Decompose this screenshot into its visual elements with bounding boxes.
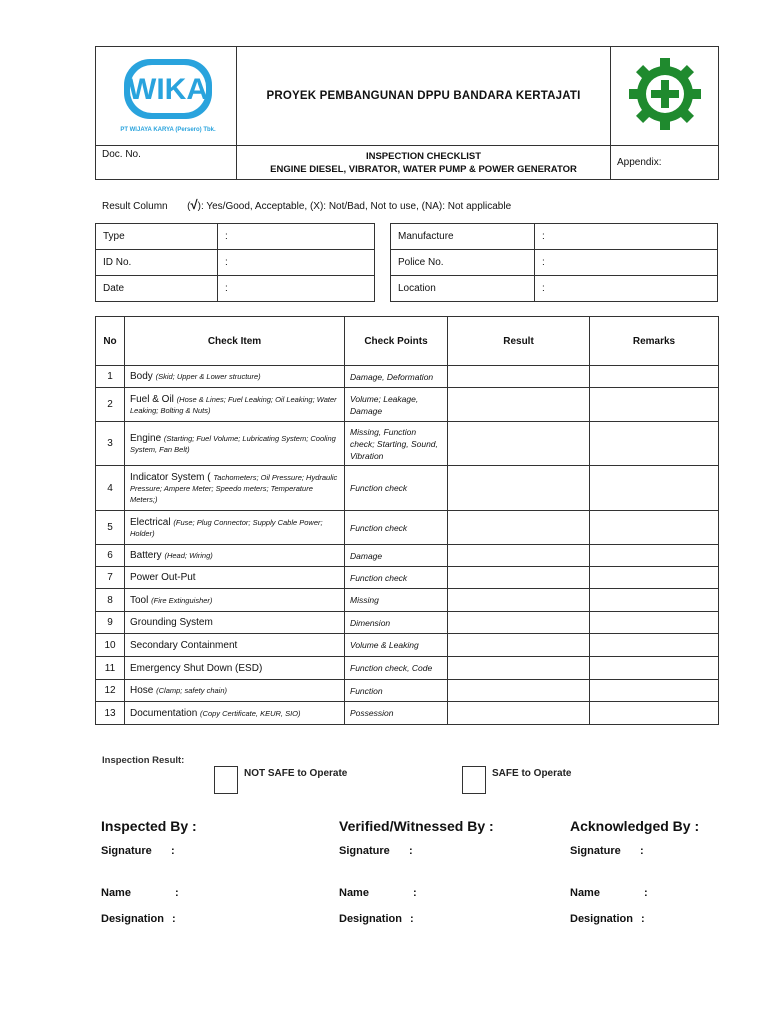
designation-label: Designation — [339, 913, 402, 925]
table-row — [96, 612, 719, 634]
remarks-cell[interactable] — [590, 612, 719, 634]
check-item-label: Power Out-Put — [130, 572, 196, 583]
result-cell[interactable] — [448, 466, 590, 511]
equipment-info-table-right — [390, 223, 718, 302]
name-field[interactable]: : — [175, 887, 179, 899]
result-cell[interactable] — [448, 366, 590, 388]
check-item-label: Emergency Shut Down (ESD) — [130, 662, 263, 674]
table-row — [96, 680, 719, 702]
document-title-line2: ENGINE DIESEL, VIBRATOR, WATER PUMP & POWER GENERATOR — [270, 163, 577, 175]
check-item-label: Hose — [130, 685, 154, 696]
result-cell[interactable] — [448, 511, 590, 545]
company-logo-cell — [96, 47, 237, 146]
table-row — [96, 589, 719, 612]
check-item-label: Secondary Containment — [130, 639, 238, 651]
check-item — [125, 545, 345, 567]
signature-block-title: Inspected By : — [101, 818, 197, 834]
info-label: Location — [391, 276, 535, 302]
table-header-row — [96, 317, 719, 366]
check-point: Damage — [345, 545, 448, 567]
table-row — [96, 702, 719, 725]
check-point: Function check — [345, 567, 448, 589]
check-item — [125, 388, 345, 422]
id-no-field[interactable]: : — [218, 250, 375, 276]
designation-field[interactable]: : — [410, 913, 414, 925]
signature-label: Signature — [101, 845, 152, 857]
check-item — [125, 567, 345, 589]
check-item-detail: Tachometers; Oil Pressure; Hydraulic Pressure; Ampere Meter; Speedo meters; Temperature Meters;) — [130, 472, 338, 504]
name-field[interactable]: : — [644, 887, 648, 899]
row-number: 7 — [96, 567, 125, 589]
result-cell[interactable] — [448, 657, 590, 680]
name-field[interactable]: : — [413, 887, 417, 899]
check-item-label: Documentation — [130, 707, 198, 719]
check-item-detail: (Clamp; safety chain) — [156, 686, 227, 695]
check-item-detail: (Copy Certificate, KEUR, SIO) — [200, 708, 301, 718]
row-number: 3 — [96, 422, 125, 466]
check-item-detail: (Starting; Fuel Volume; Lubricating System; Cooling System, Fan Belt) — [130, 433, 336, 454]
remarks-cell[interactable] — [590, 680, 719, 702]
legend-text: ): Yes/Good, Acceptable, (X): Not/Bad, Not to use, (NA): Not applicable — [197, 201, 512, 212]
info-label: Date — [96, 276, 218, 302]
name-label: Name — [570, 887, 600, 899]
manufacture-field[interactable]: : — [535, 224, 718, 250]
signature-label: Signature — [339, 845, 390, 857]
check-item — [125, 511, 345, 545]
check-item-detail: (Fuse; Plug Connector; Supply Cable Power; Holder) — [130, 517, 323, 538]
check-item — [125, 589, 345, 612]
check-item-detail: (Head; Wiring) — [164, 551, 213, 560]
wika-logo — [106, 51, 226, 137]
info-label: Type — [96, 224, 218, 250]
column-header-result: Result — [448, 317, 590, 366]
result-cell[interactable] — [448, 388, 590, 422]
check-point: Volume & Leaking — [345, 634, 448, 657]
check-item-label: Indicator System ( — [130, 471, 211, 483]
result-cell[interactable] — [448, 589, 590, 612]
check-point: Damage, Deformation — [345, 366, 448, 388]
info-row-type — [96, 224, 375, 250]
table-row — [96, 388, 719, 422]
document-title — [237, 146, 611, 180]
check-point: Function — [345, 680, 448, 702]
check-item — [125, 366, 345, 388]
result-cell[interactable] — [448, 422, 590, 466]
designation-field[interactable]: : — [172, 913, 176, 925]
table-row — [96, 634, 719, 657]
check-item — [125, 680, 345, 702]
info-label: Police No. — [391, 250, 535, 276]
row-number: 13 — [96, 702, 125, 725]
check-mark-icon: √ — [190, 197, 198, 212]
check-item-label: Battery — [130, 550, 162, 561]
check-item — [125, 657, 345, 680]
row-number: 1 — [96, 366, 125, 388]
check-item-label: Grounding System — [130, 617, 213, 628]
check-item-label: Body — [130, 371, 153, 382]
result-cell[interactable] — [448, 612, 590, 634]
row-number: 2 — [96, 388, 125, 422]
table-row — [96, 422, 719, 466]
legend-open: ( — [187, 201, 191, 212]
result-legend — [102, 197, 511, 212]
info-row-police — [391, 250, 718, 276]
designation-field[interactable]: : — [641, 913, 645, 925]
remarks-cell[interactable] — [590, 567, 719, 589]
remarks-cell[interactable] — [590, 366, 719, 388]
check-point: Volume; Leakage, Damage — [345, 388, 448, 422]
name-label: Name — [339, 887, 369, 899]
name-label: Name — [101, 887, 131, 899]
check-point: Missing — [345, 589, 448, 612]
equipment-info-table — [95, 223, 375, 302]
legend-label: Result Column — [102, 201, 168, 212]
result-cell[interactable] — [448, 680, 590, 702]
signature-label: Signature — [570, 845, 621, 857]
remarks-cell[interactable] — [590, 589, 719, 612]
not-safe-label: NOT SAFE to Operate — [244, 768, 348, 779]
inspection-checklist-table — [95, 316, 719, 725]
check-item — [125, 466, 345, 511]
document-title-line1: INSPECTION CHECKLIST — [365, 150, 482, 162]
result-cell[interactable] — [448, 702, 590, 725]
info-row-date — [96, 276, 375, 302]
check-item — [125, 612, 345, 634]
row-number: 8 — [96, 589, 125, 612]
table-row — [96, 545, 719, 567]
remarks-cell[interactable] — [590, 422, 719, 466]
check-point: Missing, Function check; Starting, Sound, Vibration — [345, 422, 448, 466]
signature-field[interactable]: : — [640, 845, 644, 857]
info-row-id — [96, 250, 375, 276]
check-item-label: Tool — [130, 594, 149, 606]
column-header-check-item: Check Item — [125, 317, 345, 366]
table-row — [96, 567, 719, 589]
check-item-detail: (Hose & Lines; Fuel Leaking; Oil Leaking; Water Leaking; Bolting & Nuts) — [130, 394, 337, 415]
project-title: PROYEK PEMBANGUNAN DPPU BANDARA KERTAJATI — [237, 47, 611, 146]
signature-block-title: Acknowledged By : — [570, 818, 700, 834]
check-point: Function check — [345, 466, 448, 511]
row-number: 9 — [96, 612, 125, 634]
check-item-label: Electrical — [130, 516, 171, 528]
inspection-result-label: Inspection Result: — [102, 755, 185, 766]
check-item-label: Engine — [130, 432, 162, 444]
designation-label: Designation — [101, 913, 164, 925]
row-number: 12 — [96, 680, 125, 702]
info-label: ID No. — [96, 250, 218, 276]
remarks-cell[interactable] — [590, 657, 719, 680]
signature-field[interactable]: : — [171, 845, 175, 857]
location-field[interactable]: : — [535, 276, 718, 302]
check-item-detail: (Skid; Upper & Lower structure) — [155, 372, 261, 381]
check-item-label: Fuel & Oil — [130, 393, 174, 405]
check-item — [125, 634, 345, 657]
remarks-cell[interactable] — [590, 702, 719, 725]
info-row-manufacture — [391, 224, 718, 250]
check-item-detail: (Fire Extinguisher) — [151, 595, 213, 605]
document-header — [95, 46, 719, 180]
remarks-cell[interactable] — [590, 545, 719, 567]
check-item — [125, 422, 345, 466]
signature-block-title: Verified/Witnessed By : — [339, 818, 494, 834]
remarks-cell[interactable] — [590, 388, 719, 422]
safe-checkbox[interactable] — [462, 766, 486, 794]
table-row — [96, 511, 719, 545]
check-point: Function check — [345, 511, 448, 545]
column-header-remarks: Remarks — [590, 317, 719, 366]
column-header-check-points: Check Points — [345, 317, 448, 366]
row-number: 10 — [96, 634, 125, 657]
remarks-cell[interactable] — [590, 466, 719, 511]
type-field[interactable]: : — [218, 224, 375, 250]
table-row — [96, 466, 719, 511]
remarks-cell[interactable] — [590, 634, 719, 657]
table-row — [96, 366, 719, 388]
check-point: Dimension — [345, 612, 448, 634]
not-safe-checkbox[interactable] — [214, 766, 238, 794]
logo-company-name: PT WIJAYA KARYA (Persero) Tbk. — [120, 126, 216, 133]
police-no-field[interactable]: : — [535, 250, 718, 276]
check-point: Possession — [345, 702, 448, 725]
column-header-no: No — [96, 317, 125, 366]
row-number: 11 — [96, 657, 125, 680]
safe-label: SAFE to Operate — [492, 768, 572, 779]
info-row-location — [391, 276, 718, 302]
info-label: Manufacture — [391, 224, 535, 250]
result-cell[interactable] — [448, 545, 590, 567]
result-cell[interactable] — [448, 567, 590, 589]
signature-field[interactable]: : — [409, 845, 413, 857]
check-point: Function check, Code — [345, 657, 448, 680]
remarks-cell[interactable] — [590, 511, 719, 545]
doc-no-label: Doc. No. — [96, 146, 237, 180]
result-cell[interactable] — [448, 634, 590, 657]
safety-logo-cell — [611, 47, 719, 146]
row-number: 4 — [96, 466, 125, 511]
safety-gear-cross-icon — [627, 56, 703, 132]
logo-text: WIKA — [128, 72, 208, 106]
date-field[interactable]: : — [218, 276, 375, 302]
check-item — [125, 702, 345, 725]
row-number: 6 — [96, 545, 125, 567]
table-row — [96, 657, 719, 680]
row-number: 5 — [96, 511, 125, 545]
designation-label: Designation — [570, 913, 633, 925]
appendix-label: Appendix: — [611, 146, 719, 180]
